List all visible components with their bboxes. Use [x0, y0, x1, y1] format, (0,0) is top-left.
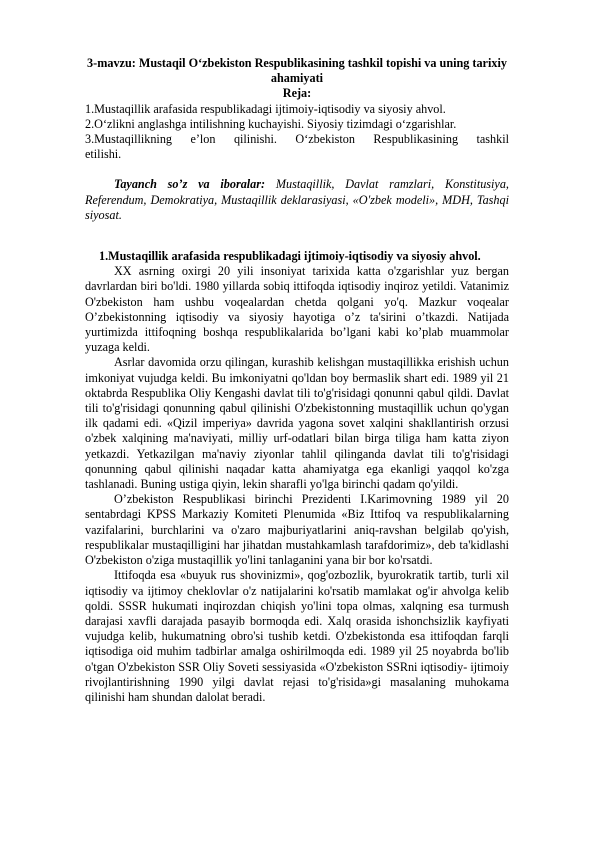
- document-page: [85, 56, 509, 705]
- keywords-paragraph: [85, 177, 509, 223]
- page-title: 3-mavzu: Mustaqil O‘zbekiston Respublikasining tashkil topishi va uning tarixiy ahamiyati: [87, 56, 507, 86]
- plan-item-3: 3.Mustaqillikning e’lon qilinishi. O‘zbekiston Respublikasining tashkil: [85, 132, 509, 147]
- section-heading: 1.Mustaqillik arafasida respublikadagi ijtimoiy-iqtisodiy va siyosiy ahvol.: [99, 249, 481, 264]
- spacer: [85, 223, 509, 249]
- body-paragraph-3: O’zbekiston Respublikasi birinchi Prezidenti I.Karimovning 1989 yil 20 sentabrdagi KPSS Markaziy Komiteti Plenumida «Biz Ittifoq va respublikalarning vazifalarini, burchlarini va o'zaro majburiyatlarini aniq-ravshan belgilab qo'yish, respublikalar mustaqilligini har jihatdan mustahkamlash tarafdorimiz», deb ta'kidlashi O'zbekiston o'ziga mustaqillik yo'lini tanlaganini yana bir bor ko'rsatdi.: [85, 492, 509, 568]
- plan-item-1: 1.Mustaqillik arafasida respublikadagi ijtimoiy-iqtisodiy va siyosiy ahvol.: [85, 101, 446, 116]
- spacer: [85, 162, 509, 177]
- keywords-label: Tayanch so’z va iboralar:: [114, 177, 266, 192]
- body-paragraph-1: XX asrning oxirgi 20 yili insoniyat tarixida katta o'zgarishlar yuz bergan davrlardan biri bo'ldi. 1980 yillarda sobiq ittifoqda iqtisodiy inqiroz yetildi. Vatanimiz O'zbekiston ham ushbu voqealardan chetda qolgani yo'q. Mazkur voqealar O’zbekistonning iqtisodiy va siyosiy hayotiga o’z ta'sirini o’tkazdi. Natijada yurtimizda ittifoqning boshqa respublikalarida bo’lgani kabi ko’plab muammolar yuzaga keldi.: [85, 264, 509, 355]
- plan-item-2: 2.O‘zlikni anglashga intilishning kuchayishi. Siyosiy tizimdagi o‘zgarishlar.: [85, 116, 457, 131]
- plan-heading: Reja:: [282, 86, 312, 101]
- keywords-text: Mustaqillik, Davlat ramzlari, Konstitusiya, Referendum, Demokratiya, Mustaqillik deklarasiyasi, «O'zbek modeli», MDH, Tashqi siyosat.: [85, 177, 509, 222]
- body-paragraph-4: Ittifoqda esa «buyuk rus shovinizmi», qog'ozbozlik, byurokratik tartib, turli xil iqtisodiy va ijtimoy cheklovlar o'z natijalarini ko'rsatib mamlakat og'ir ahvolga kelib qoldi. SSSR hukumati inqirozdan chiqish yo'lini topa olmas, xalqning esa turmush darajasi xavfli darajada pasayib bormoqda edi. Xalq orasida ishonchsizlik kayfiyati vujudga kelib, hukumatning obro'si tushib ketdi. O'zbekistonda esa ittifoqdan farqli iqtisodiga oid muhim tadbirlar amalga oshirilmoqda edi. 1989 yil 25 noyabrda bo'lib o'tgan O'zbekiston SSR Oliy Soveti sessiyasida «O'zbekiston SSRni iqtisodiy- ijtimoiy rivojlantirishning 1990 yilgi davlat rejasi to'g'risida»gi masalaning muhokama qilinishi ham shundan dalolat beradi.: [85, 568, 509, 704]
- plan-item-3-continued: etilishi.: [85, 147, 122, 162]
- body-paragraph-2: Asrlar davomida orzu qilingan, kurashib kelishgan mustaqillikka erishish uchun imkoniyat vujudga keldi. Bu imkoniyatni qo'ldan boy bermaslik shart edi. 1989 yil 21 oktabrda Respublika Oliy Kengashi davlat tili to'g'risidagi qonunni qabul qildi. Davlat tili to'g'risidagi qonunning qabul qilinishi O'zbekistonning mustaqillik uchun qo'ygan ilk qadami edi. «Qizil imperiya» davrida yagona sovet xalqini shakllantirish orzusi o'zbek xalqining ma'naviyati, milliy urf-odatlari bilan birga tiliga ham katta ziyon yetkazdi. Yetkazilgan ma'naviy ziyonlar tahlil qilinganda davlat tili to'g'risidagi qonunning qabul qilinishi naqadar katta ahamiyatga ega ekanligi yaqqol ko'zga tashlanadi. Buning ustiga qiyin, lekin sharafli yo'lga birinchi qadam qo'yildi.: [85, 355, 509, 492]
